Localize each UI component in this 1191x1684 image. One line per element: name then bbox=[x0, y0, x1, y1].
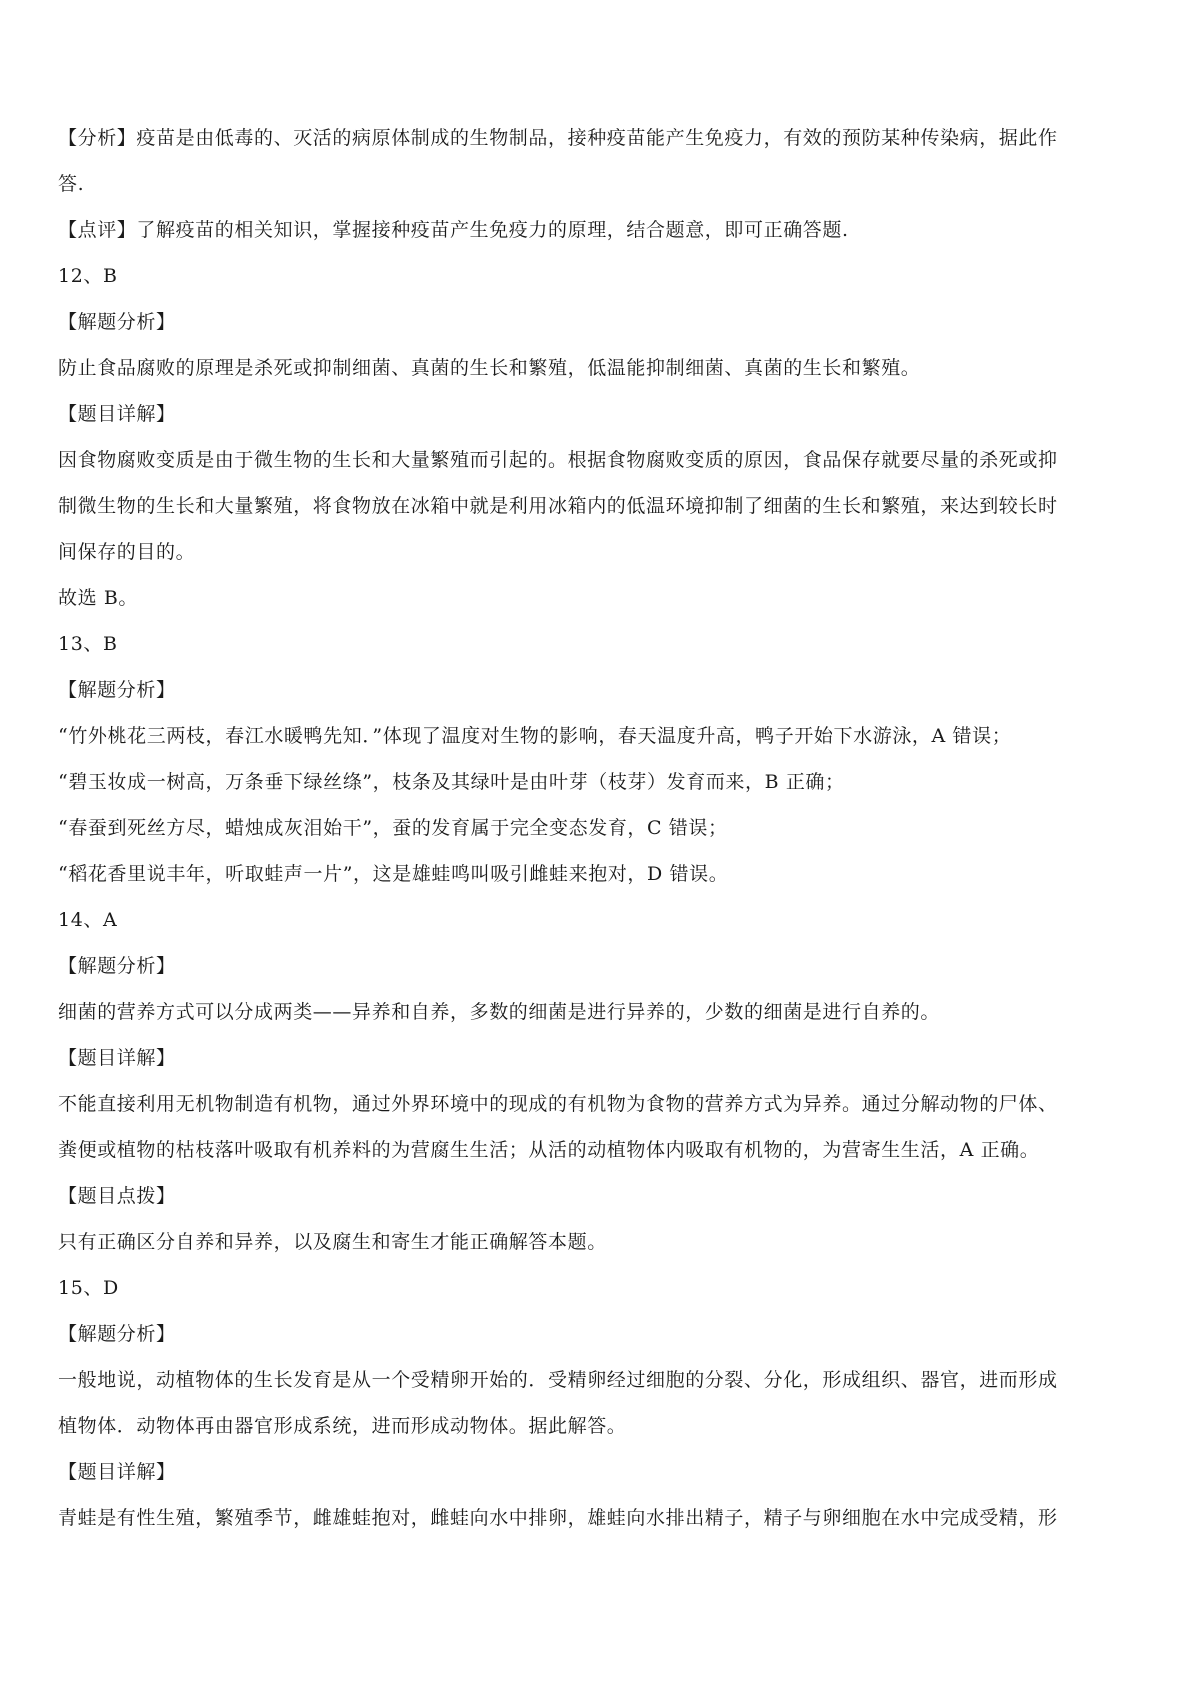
comment-line: 【点评】了解疫苗的相关知识，掌握接种疫苗产生免疫力的原理，结合题意，即可正确答题. bbox=[58, 219, 849, 241]
paragraph-line: “稻花香里说丰年，听取蛙声一片”，这是雄蛙鸣叫吸引雌蛙来抱对，D 错误。 bbox=[58, 863, 729, 885]
paragraph-line: 植物体．动物体再由器官形成系统，进而形成动物体。据此解答。 bbox=[58, 1415, 627, 1437]
paragraph-line: 因食物腐败变质是由于微生物的生长和大量繁殖而引起的。根据食物腐败变质的原因，食品保存就要尽量的杀死或抑 bbox=[58, 449, 1058, 471]
answer-15: 15、D bbox=[58, 1277, 119, 1299]
section-heading: 【解题分析】 bbox=[58, 955, 176, 977]
paragraph-line: 防止食品腐败的原理是杀死或抑制细菌、真菌的生长和繁殖，低温能抑制细菌、真菌的生长和繁殖。 bbox=[58, 357, 921, 379]
section-heading: 【解题分析】 bbox=[58, 311, 176, 333]
paragraph-line: “春蚕到死丝方尽，蜡烛成灰泪始干”，蚕的发育属于完全变态发育，C 错误； bbox=[58, 817, 728, 839]
answer-13: 13、B bbox=[58, 633, 118, 655]
paragraph-line: 粪便或植物的枯枝落叶吸取有机养料的为营腐生生活；从活的动植物体内吸取有机物的，为营寄生生活，A 正确。 bbox=[58, 1139, 1040, 1161]
paragraph-line: 间保存的目的。 bbox=[58, 541, 196, 563]
paragraph-line: 细菌的营养方式可以分成两类——异养和自养，多数的细菌是进行异养的，少数的细菌是进行自养的。 bbox=[58, 1001, 941, 1023]
answer-12: 12、B bbox=[58, 265, 118, 287]
document-page bbox=[58, 115, 1132, 1541]
paragraph-line: “碧玉妆成一树高，万条垂下绿丝绦”，枝条及其绿叶是由叶芽（枝芽）发育而来，B 正确； bbox=[58, 771, 845, 793]
analysis-line-cont: 答. bbox=[58, 173, 85, 195]
section-heading: 【解题分析】 bbox=[58, 679, 176, 701]
paragraph-line: 青蛙是有性生殖，繁殖季节，雌雄蛙抱对，雌蛙向水中排卵，雄蛙向水排出精子，精子与卵细胞在水中完成受精，形 bbox=[58, 1507, 1058, 1529]
answer-14: 14、A bbox=[58, 909, 118, 931]
analysis-line: 【分析】疫苗是由低毒的、灭活的病原体制成的生物制品，接种疫苗能产生免疫力，有效的预防某种传染病，据此作 bbox=[58, 127, 1058, 149]
paragraph-line: 一般地说，动植物体的生长发育是从一个受精卵开始的．受精卵经过细胞的分裂、分化，形成组织、器官，进而形成 bbox=[58, 1369, 1058, 1391]
paragraph-line: 不能直接利用无机物制造有机物，通过外界环境中的现成的有机物为食物的营养方式为异养。通过分解动物的尸体、 bbox=[58, 1093, 1058, 1115]
section-heading: 【题目详解】 bbox=[58, 403, 176, 425]
section-heading: 【题目详解】 bbox=[58, 1047, 176, 1069]
paragraph-line: 故选 B。 bbox=[58, 587, 139, 609]
paragraph-line: 制微生物的生长和大量繁殖，将食物放在冰箱中就是利用冰箱内的低温环境抑制了细菌的生长和繁殖，来达到较长时 bbox=[58, 495, 1058, 517]
section-heading: 【题目点拨】 bbox=[58, 1185, 176, 1207]
paragraph-line: 只有正确区分自养和异养，以及腐生和寄生才能正确解答本题。 bbox=[58, 1231, 607, 1253]
paragraph-line: “竹外桃花三两枝，春江水暖鸭先知．”体现了温度对生物的影响，春天温度升高，鸭子开始下水游泳，A 错误； bbox=[58, 725, 1012, 747]
section-heading: 【题目详解】 bbox=[58, 1461, 176, 1483]
section-heading: 【解题分析】 bbox=[58, 1323, 176, 1345]
